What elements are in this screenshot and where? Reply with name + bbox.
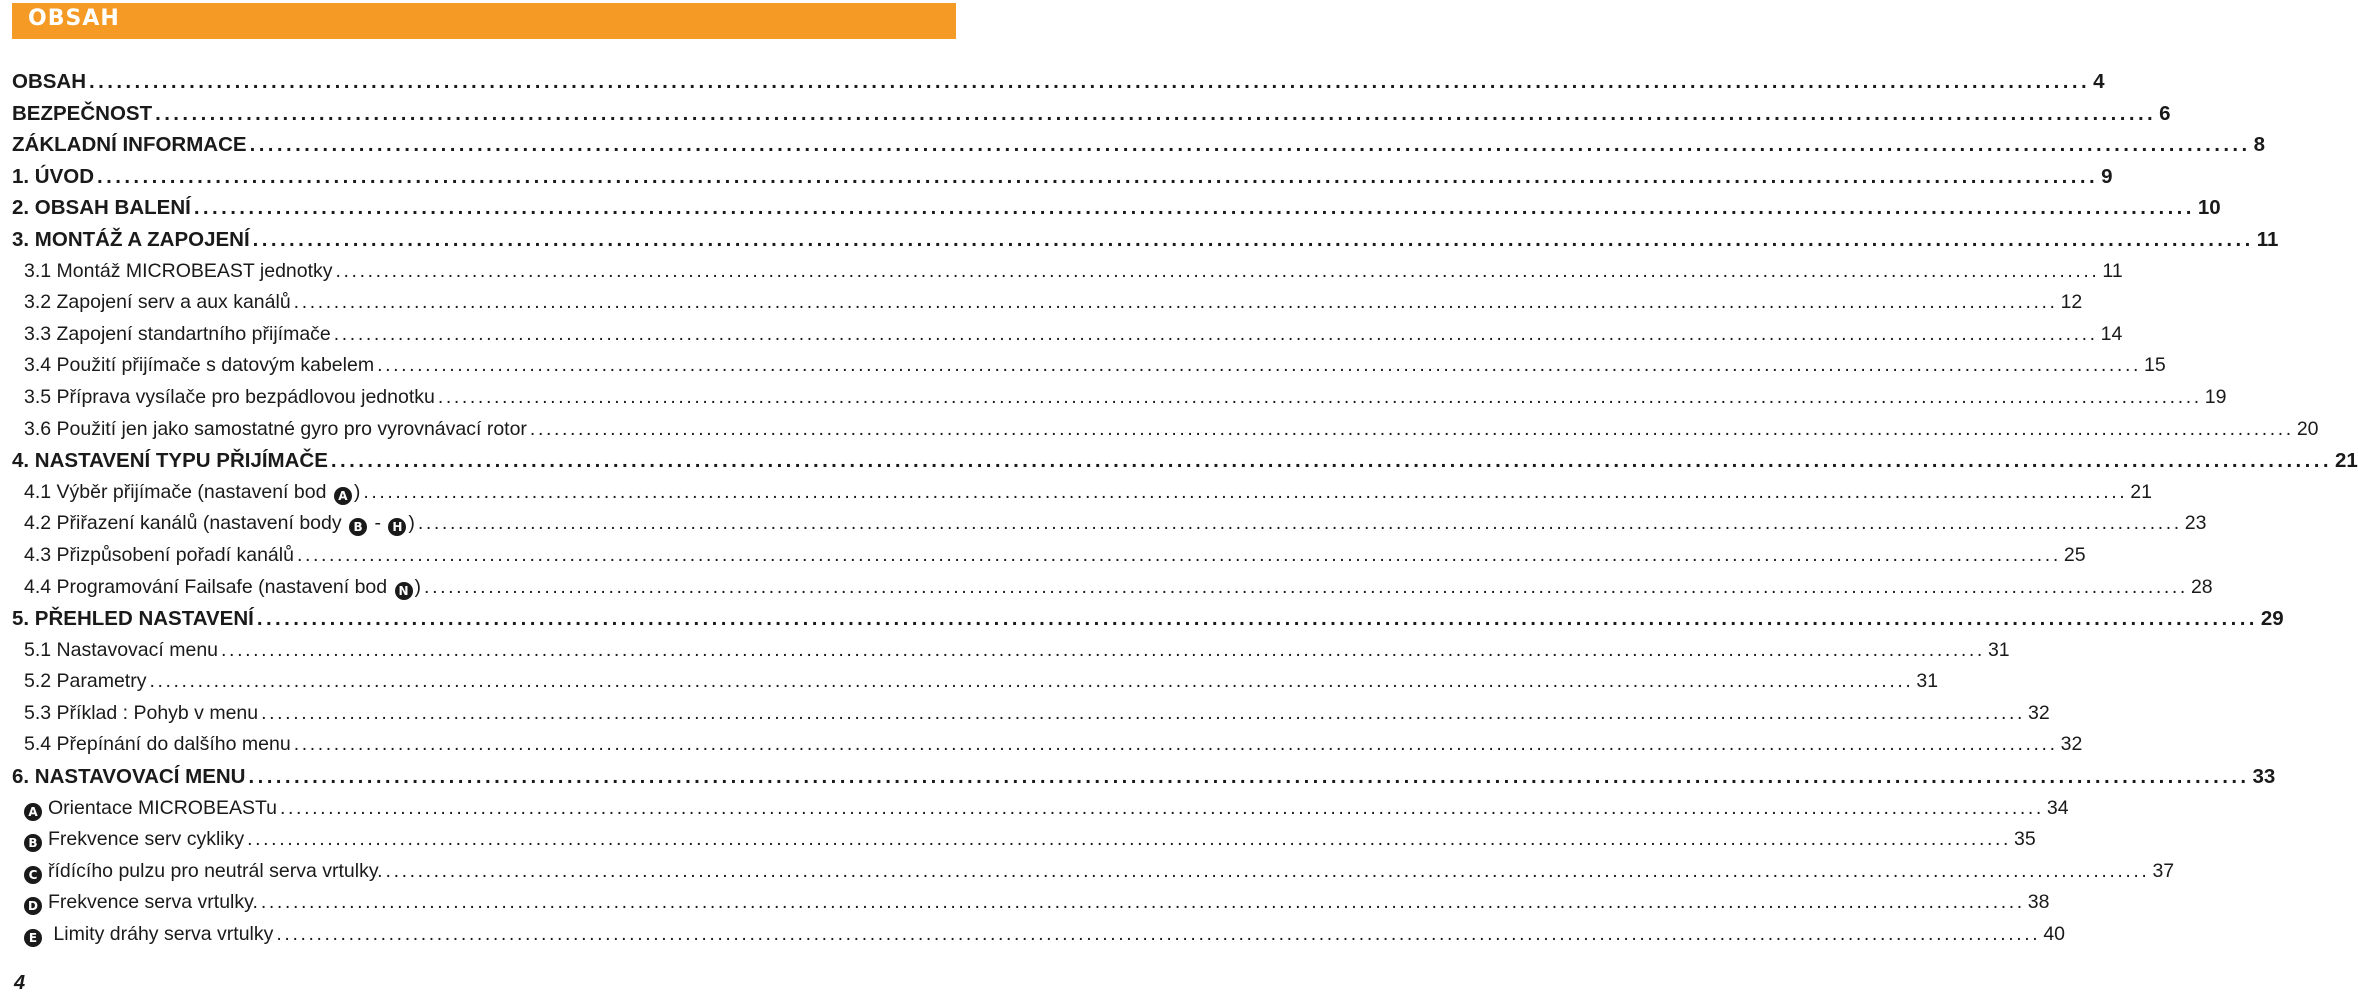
toc-entry[interactable] (12, 733, 2083, 765)
toc-entry-label (24, 354, 374, 377)
toc-entry[interactable] (12, 923, 2066, 955)
toc-entry[interactable] (12, 670, 1939, 702)
toc-entry-label (12, 70, 86, 94)
toc-entry[interactable] (12, 765, 2276, 797)
toc-page-number: 35 (2014, 828, 2036, 851)
toc-entry-label (12, 196, 191, 220)
toc-label-text: 3.3 Zapojení standartního přijímače (24, 322, 331, 345)
toc-entry[interactable] (12, 322, 2123, 355)
toc-page-number: 11 (2102, 259, 2123, 282)
toc-page-number: 11 (2256, 227, 2279, 251)
dot-leader: ............................................................................................................................................................................................................................ (333, 322, 2098, 345)
dot-leader: ............................................................................................................................................................................................................................ (377, 354, 2141, 377)
toc-label-text: ) (414, 575, 422, 598)
toc-entry[interactable] (12, 543, 2086, 576)
toc-label-text: 4.3 Přizpůsobení pořadí kanálů (24, 543, 294, 566)
toc-label-text: 4. NASTAVENÍ TYPU PŘIJÍMAČE (12, 449, 328, 473)
toc-entry[interactable] (12, 385, 2227, 418)
setting-point-badge-icon: N (395, 582, 413, 600)
toc-page-number: 37 (2152, 859, 2175, 882)
toc-label-text: 5.3 Příklad : Pohyb v menu (24, 701, 259, 724)
toc-entry-label (24, 291, 291, 314)
toc-label-text: - (369, 512, 387, 535)
toc-entry-label (12, 449, 328, 473)
dot-leader: ............................................................................................................................................................................................................................ (248, 765, 2250, 789)
toc-label-text: OBSAH (12, 70, 87, 93)
toc-entry-label (24, 260, 333, 283)
toc-entry[interactable] (12, 70, 2105, 102)
toc-entry[interactable] (12, 449, 2358, 481)
dot-leader: ............................................................................................................................................................................................................................ (385, 859, 2150, 882)
toc-page-number: 12 (2060, 291, 2083, 314)
toc-label-text: Orientace MICROBEASTu (48, 796, 278, 819)
setting-point-badge-icon: C (24, 866, 42, 884)
dot-leader: ............................................................................................................................................................................................................................ (363, 480, 2128, 503)
toc-page-number: 23 (2184, 512, 2207, 535)
toc-entry-label (24, 860, 383, 883)
toc-label-text: 6. NASTAVOVACÍ MENU (12, 765, 246, 789)
setting-point-badge-icon: E (24, 929, 42, 947)
toc-page-number: 9 (2101, 164, 2113, 188)
toc-entry-label (24, 891, 258, 914)
dot-leader: ............................................................................................................................................................................................................................ (256, 607, 2258, 631)
toc-entry[interactable] (12, 480, 2152, 513)
toc-label-text: 2. OBSAH BALENÍ (12, 196, 191, 220)
toc-entry[interactable] (12, 354, 2166, 386)
toc-page-number: 8 (2253, 133, 2266, 157)
dot-leader: ............................................................................................................................................................................................................................ (155, 101, 2157, 125)
toc-page-number: 32 (2060, 733, 2083, 756)
toc-entry[interactable] (12, 227, 2279, 260)
dot-leader: ............................................................................................................................................................................................................................ (261, 701, 2026, 724)
toc-page-number: 29 (2260, 607, 2284, 631)
toc-entry-label (24, 386, 435, 409)
toc-entry-label (24, 828, 244, 851)
toc-label-text: 1. ÚVOD (12, 164, 95, 188)
toc-entry[interactable] (12, 796, 2069, 829)
toc-entry-label (24, 923, 273, 946)
toc-label-text: 4.4 Programování Failsafe (nastavení bod (24, 575, 393, 598)
toc-label-text: řídícího pulzu pro neutrál serva vrtulky. (48, 859, 383, 882)
dot-leader: ............................................................................................................................................................................................................................ (252, 227, 2254, 251)
dot-leader: ............................................................................................................................................................................................................................ (437, 385, 2202, 408)
toc-page-number: 20 (2296, 417, 2319, 440)
table-of-contents (12, 70, 2358, 955)
dot-leader: ............................................................................................................................................................................................................................ (529, 417, 2294, 440)
toc-page-number: 21 (2130, 480, 2152, 503)
toc-entry[interactable] (12, 638, 2010, 671)
dot-leader: ............................................................................................................................................................................................................................ (193, 196, 2195, 220)
toc-entry-label (24, 323, 331, 346)
toc-entry-label (24, 670, 146, 693)
toc-label-text: ZÁKLADNÍ INFORMACE (12, 133, 247, 157)
page-number: 4 (14, 972, 26, 994)
toc-page-number: 40 (2043, 923, 2066, 946)
toc-page-number: 34 (2046, 796, 2069, 819)
toc-page-number: 28 (2190, 575, 2213, 598)
toc-entry-label (24, 576, 421, 599)
toc-entry[interactable] (12, 512, 2207, 544)
toc-page-number: 14 (2100, 322, 2123, 345)
toc-label-text: 3. MONTÁŽ A ZAPOJENÍ (12, 227, 250, 251)
toc-page-number: 19 (2204, 385, 2227, 408)
setting-point-badge-icon: D (24, 897, 42, 915)
section-title: OBSAH (28, 6, 120, 31)
toc-page-number: 10 (2197, 196, 2221, 220)
toc-entry[interactable] (12, 575, 2213, 608)
dot-leader: ............................................................................................................................................................................................................................ (335, 259, 2100, 282)
toc-page-number: 15 (2143, 354, 2166, 377)
toc-label-text: 3.4 Použití přijímače s datovým kabelem (24, 354, 375, 377)
toc-entry-label (12, 607, 254, 631)
toc-label-text: 5.4 Přepínání do dalšího menu (24, 733, 291, 756)
toc-entry-label (24, 544, 294, 567)
dot-leader: ............................................................................................................................................................................................................................ (276, 923, 2041, 946)
toc-entry-label (24, 639, 218, 662)
toc-label-text: ) (408, 512, 415, 535)
dot-leader: ............................................................................................................................................................................................................................ (247, 828, 2012, 851)
dot-leader: ............................................................................................................................................................................................................................ (293, 733, 2058, 756)
toc-page-number: 31 (1916, 670, 1939, 693)
dot-leader: ............................................................................................................................................................................................................................ (293, 291, 2058, 314)
toc-entry[interactable] (12, 859, 2175, 892)
toc-entry-label (24, 702, 258, 725)
dot-leader: ............................................................................................................................................................................................................................ (280, 796, 2044, 819)
toc-entry-label (24, 512, 415, 535)
toc-page-number: 25 (2063, 543, 2086, 566)
toc-page-number: 33 (2252, 765, 2276, 789)
toc-label-text: 5.1 Nastavovací menu (24, 638, 219, 661)
toc-label-text: Limity dráhy serva vrtulky (48, 923, 274, 946)
toc-entry[interactable] (12, 196, 2221, 228)
dot-leader: ............................................................................................................................................................................................................................ (89, 70, 2091, 93)
toc-entry[interactable] (12, 291, 2083, 323)
toc-entry[interactable] (12, 607, 2284, 639)
dot-leader: ............................................................................................................................................................................................................................ (149, 670, 1914, 693)
toc-entry[interactable] (12, 828, 2036, 860)
dot-leader: ............................................................................................................................................................................................................................ (260, 891, 2025, 914)
toc-label-text: 5. PŘEHLED NASTAVENÍ (12, 607, 254, 631)
setting-point-badge-icon: A (24, 803, 42, 821)
toc-entry-label (12, 228, 250, 252)
toc-label-text: Frekvence serv cykliky (48, 828, 245, 851)
toc-label-text: Frekvence serva vrtulky. (48, 891, 258, 914)
toc-entry[interactable] (12, 133, 2266, 165)
toc-entry-label (12, 102, 152, 126)
dot-leader: ............................................................................................................................................................................................................................ (97, 164, 2099, 188)
toc-label-text: 4.2 Přiřazení kanálů (nastavení body (24, 512, 348, 535)
toc-entry[interactable] (12, 701, 2050, 734)
section-header-bar (12, 3, 956, 39)
toc-entry[interactable] (12, 164, 2113, 197)
setting-point-badge-icon: A (334, 487, 352, 505)
toc-label-text: 3.6 Použití jen jako samostatné gyro pro vyrovnávací rotor (24, 417, 527, 440)
dot-leader: ............................................................................................................................................................................................................................ (221, 638, 1985, 661)
toc-entry-label (24, 418, 527, 441)
dot-leader: ............................................................................................................................................................................................................................ (330, 449, 2332, 473)
toc-entry[interactable] (12, 101, 2171, 134)
toc-entry-label (12, 765, 246, 789)
toc-page-number: 32 (2028, 701, 2050, 724)
toc-label-text: 3.5 Příprava vysílače pro bezpádlovou jednotku (24, 385, 435, 408)
setting-point-badge-icon: H (388, 518, 406, 536)
toc-label-text: ) (353, 480, 361, 503)
setting-point-badge-icon: B (349, 518, 367, 536)
toc-label-text: 3.1 Montáž MICROBEAST jednotky (24, 259, 333, 282)
dot-leader: ............................................................................................................................................................................................................................ (424, 575, 2188, 598)
toc-entry-label (12, 133, 247, 157)
toc-page-number: 38 (2027, 891, 2050, 914)
toc-label-text: 3.2 Zapojení serv a aux kanálů (24, 291, 291, 314)
toc-entry[interactable] (12, 417, 2319, 450)
toc-page-number: 4 (2093, 70, 2105, 93)
toc-entry-label (12, 165, 94, 189)
toc-entry-label (24, 797, 277, 820)
toc-entry-label (24, 733, 291, 756)
toc-page-number: 21 (2334, 449, 2358, 473)
toc-page-number: 31 (1987, 638, 2010, 661)
toc-label-text: BEZPEČNOST (12, 101, 153, 125)
dot-leader: ............................................................................................................................................................................................................................ (296, 543, 2061, 566)
toc-label-text: 4.1 Výběr přijímače (nastavení bod (24, 480, 332, 503)
toc-page-number: 6 (2159, 101, 2171, 125)
dot-leader: ............................................................................................................................................................................................................................ (417, 512, 2182, 535)
toc-entry[interactable] (12, 259, 2123, 292)
toc-entry-label (24, 481, 360, 504)
toc-entry[interactable] (12, 891, 2050, 923)
setting-point-badge-icon: B (24, 834, 42, 852)
toc-label-text: 5.2 Parametry (24, 670, 147, 693)
dot-leader: ............................................................................................................................................................................................................................ (249, 133, 2251, 157)
